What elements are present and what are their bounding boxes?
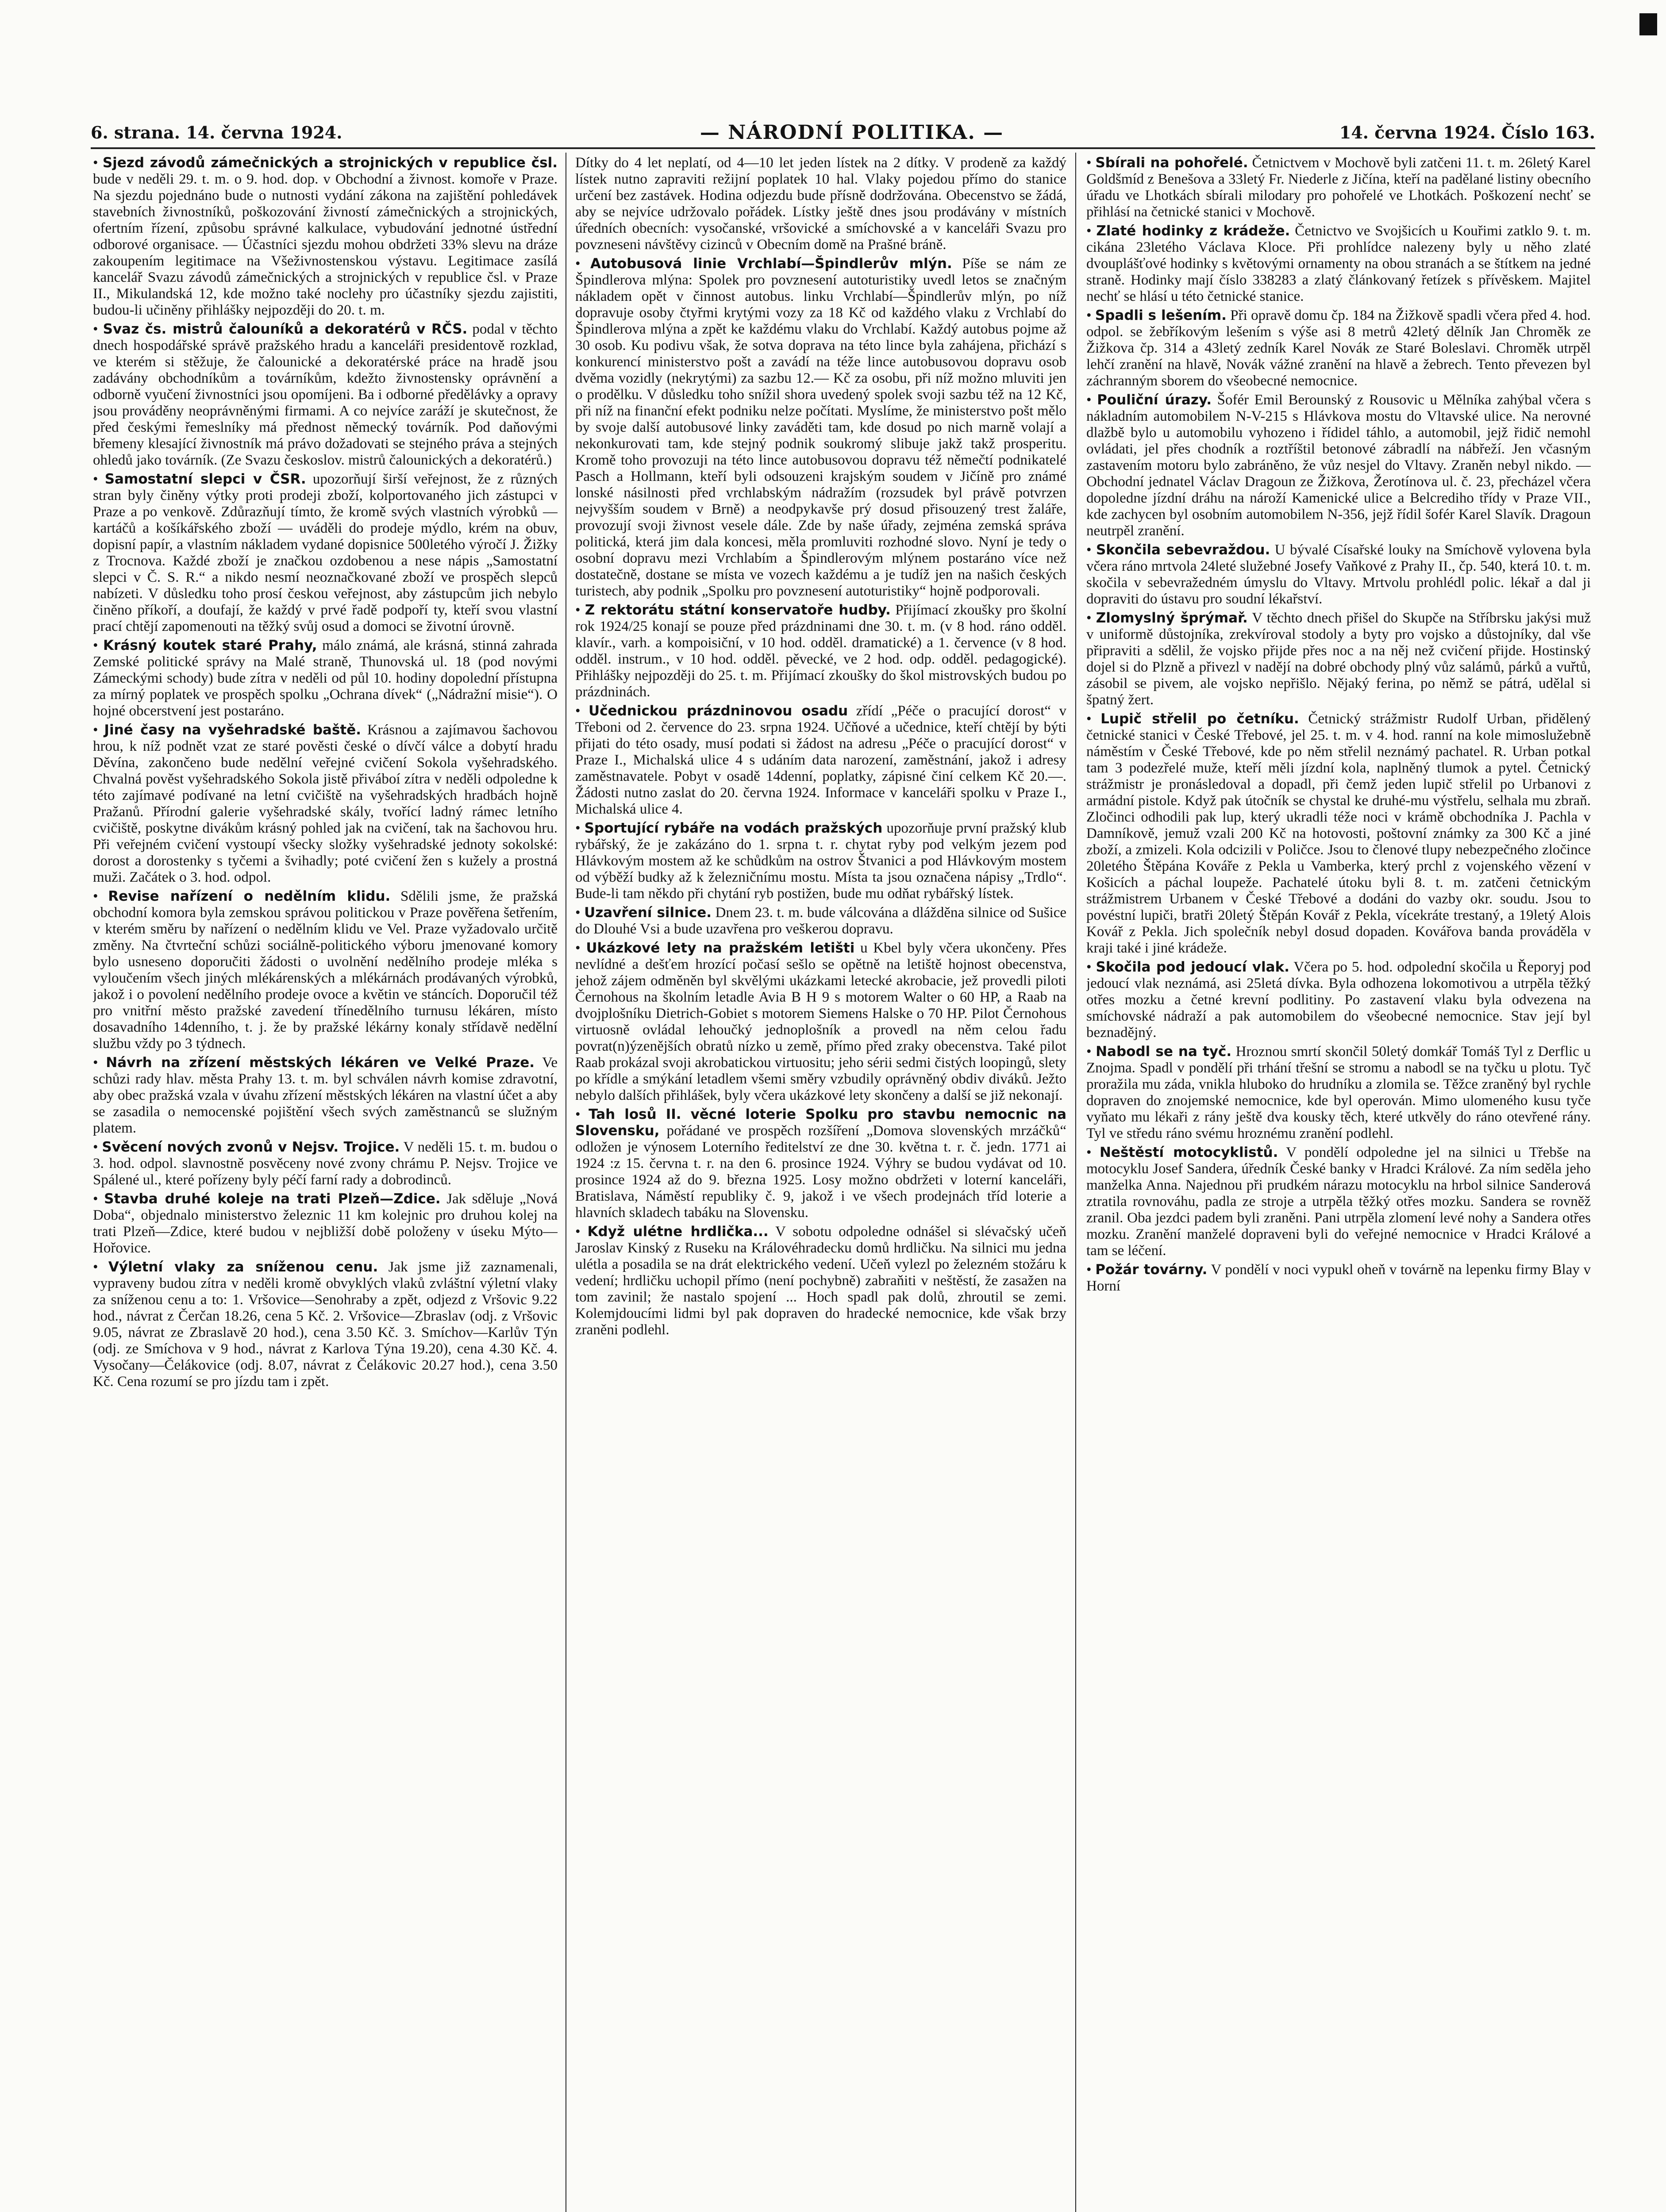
article-headline: Ukázkové lety na pražském letišti — [586, 940, 855, 956]
news-article: • Výletní vlaky za sníženou cenu. Jak jsme již zaznamenali, vypraveny budou zítra v neděli kromě obvyklých vlaků zvláštní výletní vlaky za sníženou cenu a to: 1. Vršovice—Senohraby a zpět, odjezd z Vršovic 9.22 hod., návrat z Čerčan 18.26, cena 5 Kč. 2. Vršovice—Zbraslav (odj. z Vršovic 9.05, návrat ze Zbraslavě 20 hod.), cena 3.50 Kč. 3. Smíchov—Karlův Týn (odj. ze Smíchova v 9 hod., návrat z Karlova Týna 19.20), cena 4.30 Kč. 4. Vysočany—Čelákovice (odj. 8.07, návrat z Čelákovic 20.27 hod.), cena 3.50 Kč. Cena rozumí se pro jízdu tam i zpět. — [93, 1259, 558, 1390]
article-body: u Kbel byly včera ukončeny. Přes nevlídné a dešťem hrozící počasí sešlo se opětně na letiště hojnost obecenstva, jehož zájem odměněn byl skvělými ukázkami letecké akrobacie, jež provedli piloti Černohous na školním letadle Avia B H 9 s motorem Walter o 60 HP, a Raab na dvojplošníku Dietrich-Gobiet s motorem Siemens Halske o 70 HP. Pilot Černohous virtuosně ovládal lehoučký jednoplošník a provedl na něm celou řadu povrat(n)ýzenějších obratů nízko u země, přímo před zraky obecenstva. Také pilot Raab prokázal svoji akrobatickou virtuositu; jeho sérii sedmi čistých loopingů, slety po křídle a smýkání letadlem všemi směry vzbudily oprávněný obdiv diváků. Ježto nebylo dalších přihlášek, byly včera ukázkové lety skončeny a další se již nekonají. — [575, 940, 1066, 1103]
news-article: • Jiné časy na vyšehradské baště. Krásnou a zajímavou šachovou hrou, k níž podnět vzat ze staré pověsti české o dívčí válce a dobytí hradu Děvína, zakončeno bude nedělní veřejné cvičení Sokola vyšehradského. Chvalná pověst vyšehradského Sokola jistě přiváboí zítra v neděli odpoledne k této zajímavé podívané na letní cvičiště na vyšehradských hradbách hojně Pražanů. Přírodní galerie vyšehradské skály, tvořící ladný rámec letního cvičiště, poskytne divákům krásný pohled jak na cvičení, tak na šachovou hru. Při veřejném cvičení vystoupí všecky složky vyšehradské jednoty sokolské: dorost a dorostenky s tyčemi a švihadly; poté cvičení žen s kužely a prostná muži. Začátek o 3. hod. odpol. — [93, 722, 558, 885]
article-headline: Stavba druhé koleje na trati Plzeň—Zdice. — [104, 1191, 441, 1207]
news-article: • Sbírali na pohořelé. Četnictvem v Mochově byli zatčeni 11. t. m. 26letý Karel Goldšmíd z Benešova a 33letý Fr. Niederle z Jičína, kteří na padělané listiny obecního úřadu ve Lhotkách sbírali milodary pro pohořelé ve Lhotkách. Poškození nechť se přihlásí na četnické stanici v Mochově. — [1086, 155, 1591, 220]
article-body: V pondělí odpoledne jel na silnici u Třebše na motocyklu Josef Sanderа, úředník České banky v Hradci Králové. Za ním seděla jeho manželka Anna. Najednou při prudkém nárazu motocyklu na hrbol silnice Sanderová ztratila rovnováhu, padla ze stroje a utrpěla těžký otřes mozku. Sandera se rovněž zranil. Oba jezdci padem byli zraněni. Pani utrpěla zlomení levé nohy a Sandera otřes mozku. Zranění manželé dopraveni byli do veřejné nemocnice v Hradci Králové a tam se léčení. — [1086, 1144, 1591, 1259]
news-article: • Pouliční úrazy. Šofér Emil Berounský z Rousovic u Mělníka zahýbal včera s nákladním automobilem N-V-215 s Hlávkova mostu do Vltavské ulice. Na nerovné dlažbě bylo u automobilu vyhozeno i řídidel táhlo, a automobil, jejž řidič nemohl ovládati, jel přes chodník a roztříštil betonové zábradlí na nábřeží. Jen včasným zastavením motoru bylo zabráněno, že vůz nesjel do Vltavy. Zraněn nebyl nikdo. — Obchodní jednatel Václav Dragoun ze Žižkova, Žerotínova ul. č. 23, přecházel včera dopoledne jízdní dráhu na nároží Kamenické ulice a Belcrediho třídy v Praze VII., kde zachycen byl osobním automobilem N-356, jejž řídil šofér Karel Slavík. Dragoun neutrpěl zranění. — [1086, 392, 1591, 539]
article-headline: Zlaté hodinky z krádeže. — [1096, 223, 1290, 239]
article-body: Ve schůzi rady hlav. města Prahy 13. t. m. byl schválen návrh komise zdravotní, aby obec pražská vzala v úvahu zřízení městských lékáren na vlastní účet a aby se zasadila o nemocenské pojištění všech svých zaměstnanců se služným platem. — [93, 1055, 558, 1136]
article-body: Četnický strážmistr Rudolf Urban, přidělený četnické stanici v České Třebové, jel 25. t. m. v 4. hod. ranní na kole mimoslužebně náměstím v České Třebové, kde po něm střelil neznámý pachatel. R. Urban potkal tam 3 podezřelé muže, kteří měli jízdní kola, naplněný tlumok a pytel. Četnický strážmistr je pronásledoval a dopadl, při čemž jeden lupič střelil po Urbanovi z armádní pistole. Když pak útočník se chystal ke druhé-mu výstřelu, selhala mu zbraň. Zločinci odhodili pak lup, který ukradli téže noci v krámě obchodníka J. Pachla v Damníkově, jemuž vzali 200 Kč na hotovosti, poštovní známky za 300 Kč a jiné zboží, a zmizeli. Kola odcizili v Poličce. Jsou to členové tlupy nebezpečného zločince 20letého Štěpána Kováře z Pekla u Vamberka, který prchl z vojenského vězení v Košicích a páchal loupeže. Pachatelé útoku byli 8. t. m. zatčeni četnickým strážmistrem Urbanem v České Třebové a dodáni do vazby okr. soudu. Jsou to povéstní lupiči, bratři 20letý Štěpán Kovář z Pekla, vícekráte trestaný, a 19letý Alois Kovář z Pekla. Jich společník nebyl dosud dopaden. Kovářova banda prováděla v kraji také i jiné krádeže. — [1086, 711, 1591, 956]
masthead-title: — NÁRODNÍ POLITIKA. — — [700, 121, 1004, 144]
article-headline: Svěcení nových zvonů v Nejsv. Trojice. — [102, 1139, 400, 1155]
article-body: upozorňuje první pražský klub rybářský, že je zakázáno do 1. srpna t. r. chytat ryby pod velkým jezem pod Hlávkovým mostem až ke schůdkům na ostrov Štvanici a pod Hlávkovým mostem od výběží budky až k železničnímu mostu. Místa ta jsou označena nápisy „Trdlo“. Bude-li tam někdo při chytání ryb postižen, bude mu odňat rybářský lístek. — [575, 820, 1066, 902]
column-1 — [93, 155, 558, 2212]
scan-corner-mark — [1639, 13, 1657, 35]
article-body: V neděli 15. t. m. budou o 3. hod. odpol. slavnostně posvěceny nové zvony chrámu P. Nejsv. Trojice ve Spálené ul., které pořízeny byly péčí farní rady a dobrodinců. — [93, 1139, 558, 1188]
article-body: V pondělí v noci vypukl oheň v továrně na lepenku firmy Blay v Horní — [1086, 1262, 1591, 1294]
news-article: • Nabodl se na tyč. Hroznou smrtí skončil 50letý domkář Tomáš Tyl z Derflic u Znojma. Spadl v pondělí při trhání třešní se stromu a nabodl se na tyčku u plotu. Tyč proražila mu záda, vnikla hluboko do hrudníku a zlomila se. Těžce zraněný byl rychle dopraven do znojemské nemocnice, kde byl operován. Mimo ulomeného kusu tyče vyňato mu lékaři z rány ještě dva kousky těch, které utkvěly do ráno otevřené rány. Tyl ve středu ráno svému hroznému zranění podlehl. — [1086, 1044, 1591, 1141]
article-body: Včera po 5. hod. odpolední skočila u Řeporyj pod jedoucí vlak neznámá, asi 25letá dívka. Byla odhozena lokomotivou a utrpěla těžký otřes mozku a četné krevní podlitiny. Po zastavení vlaku byla odvezena na smíchovské nádraží a pak automobilem do všeobecné nemocnice. Stav její byl beznadějný. — [1086, 959, 1591, 1041]
article-body: V sobotu odpoledne odnášel si slévačský učeň Jaroslav Kinský z Ruseku na Královéhradecku domů hrdličku. Na silnici mu jedna ulétla a posadila se na drát elektrického vedení. Učeň vylezl po železném stožáru k vedení; hrdličku uchopil přímo (není pochybně) zabraňiti v neštěstí, že zasažen na tom zavinil; že nastalo spojení ... Hoch spadl pak dolů, zhroutil se zemi. Kolemjdoucími lidmi byl pak dopraven do hradecké nemocnice, kde však brzy zraněni podlehl. — [575, 1224, 1066, 1338]
article-headline: Revise nařízení o nedělním klidu. — [108, 888, 391, 904]
article-headline: Sjezd závodů zámečnických a strojnických v republice čsl. — [102, 155, 558, 171]
article-body: Hroznou smrtí skončil 50letý domkář Tomáš Tyl z Derflic u Znojma. Spadl v pondělí při trhání třešní se stromu a nabodl se na tyčku u plotu. Tyč proražila mu záda, vnikla hluboko do hrudníku a zlomila se. Těžce zraněný byl rychle dopraven do znojemské nemocnice, kde byl operován. Mimo ulomeného kusu tyče vyňato mu lékaři z rány ještě dva kousky těch, které utkvěly do ráno otevřené rány. Tyl ve středu ráno svému hroznému zranění podlehl. — [1086, 1044, 1591, 1141]
article-body: V těchto dnech přišel do Skupče na Stříbrsku jakýsi muž v uniformě důstojníka, zrekvíroval stodoly a byty pro vojsko a důstojníky, dal vše připraviti a sdělil, že vojsko přijde přes noc a na něj než cvičení přijde. Hostinský dojel si do Plzně a přivezl v nadějí na dobré obchody plný vůz salámů, párků a vuřtů, zásobil se pivem, ale vojsko nepřišlo. Nějaký ferina, po němž se pátrá, udělal si špatný žert. — [1086, 610, 1591, 708]
article-body: málo známá, ale krásná, stinná zahrada Zemské politické správy na Malé straně, Thunovská ul. 18 (pod novými Zámeckými schody) bude zítra v neděli od půl 10. hodiny dopolední přístupna za mírný poplatek ve prospěch spolku „Ochrana dívek“ („Nádražní misie“). O hojné obcerstvení jest postaráno. — [93, 637, 558, 719]
page-header — [91, 119, 1595, 146]
news-article: • Uzavření silnice. Dnem 23. t. m. bude válcována a dlážděna silnice od Sušice do Dlouhé Vsi a bude uzavřena pro veškerou dopravu. — [575, 905, 1066, 937]
article-body: zřídí „Péče o pracující dorost“ v Třeboni od 2. července do 23. srpna 1924. Učňové a učednice, kteří chtějí by býti přijati do této osady, musí podati si žádost na adresu „Péče o pracující dorost“ v Praze I., Michalská ulice 4 s udáním data narození, zaměstnání, jakož i adresy zaměstnavatele. Pobyt v osadě 14denní, poplatky, zápisné činí celkem Kč 20.—. Žádosti nutno zaslat do 20. června 1924. Informace v kanceláři spolku v Praze I., Michalská ulice 4. — [575, 703, 1066, 817]
article-headline: Zlomyslný šprýmař. — [1096, 610, 1248, 626]
article-headline: Lupič střelil po četníku. — [1100, 711, 1299, 727]
article-body: Jak sděluje „Nová Doba“, objednalo ministerstvo železnic 11 km kolejnic pro druhou kolej na trati Plzeň—Zdice, které budou v nejbližší době položeny v úseku Mýto—Hořovice. — [93, 1191, 558, 1256]
article-body: U bývalé Císařské louky na Smíchově vylovena byla včera ráno mrtvola 24leté služebné Josefy Vaňkové z Prahy II., čp. 540, která 10. t. m. skočila v sebevražedném úmyslu do Vltavy. Mrtvolu prohlédl polic. lékař a dal ji dopraviti do ústavu pro soudní lékařství. — [1086, 542, 1591, 607]
news-article: • Autobusová linie Vrchlabí—Špindlerův mlýn. Píše se nám ze Špindlerova mlýna: Spolek pro povznesení autoturistiky uvedl letos se značným nákladem opět v činnost autobus. linku Vrchlabí—Špindlerův mlýn, po níž dopravuje osoby čtyřmi krytými vozy za 18 Kč od každého vlaku z Vrchlabí do Špindlerova mlýna a zpět ke každému vlaku do Vrchlabí. Každý autobus pojme až 30 osob. Ku podivu však, že sotva doprava na této lince byla zahájena, přichází s konkurencí ministerstvo pošt a zavádí na téže lince autobusovou dopravu osob dvěma vozidly (nekrytými) za sazbu 12.— Kč za osobu, při níž možno mluviti jen o prodělku. V důsledku toho snížil shora uvedený spolek svoji sazbu též na 12 Kč, při níž na finanční efekt podniku nelze počítati. Myslíme, že ministerstvo pošt mělo by svoje další autobusové linky zaváděti tam, kde dosud po nich marně volají a nekonkurovati tam, kde stejný podnik soukromý slibuje jakž takž prosperitu. Kromě toho provozuji na této lince autobusovou dopravu též němečtí podnikatelé Pasch a Hollmann, kteří byli odsouzeni krajským soudem v Jičíně pro známé lonské násilnosti před vrchlabským nádražím (rozsudek byl právě potvrzen nejvyšším soudem v Brně) a neodpykavše prý dosud přisouzený trest žaláře, provozují svoji živnost vesele dále. Zde by naše úřady, zejména zemská správa politická, která jim dala koncesi, měla promluviti rozhodné slovo. Nyní je tedy o osobní dopravu mezi Vrchlabím a Špindlerovým mlýnem postaráno více než dostatečně, dostane se místa ve vozech každému a je tudíž jen na našich českých turistech, aby podnik „Spolku pro povznesení autoturistiky“ hojně podporovali. — [575, 256, 1066, 599]
article-headline: Když ulétne hrdlička... — [587, 1224, 769, 1240]
article-body: Přijímací zkoušky pro školní rok 1924/25 konají se pouze před prázdninami dne 30. t. m. (v 8 hod. ráno odděl. klavír., varh. a kompoisiční, v 10 hod. odděl. dramatické) a 1. července (v 8 hod. odděl. instrum., v 10 hod. odděl. pěvecké, ve 2 hod. odp. odděl. pedagogické). Přihlášky nejpozději do 25. t. m. Přijímací zkoušky do škol mistrovských budou po prázdninách. — [575, 602, 1066, 700]
news-article: • Zlaté hodinky z krádeže. Četnictvo ve Svojšicích u Kouřimi zatklo 9. t. m. cikána 23letého Václava Kloce. Při prohlídce nalezeny byly u něho zlaté dvouplášťové hodinky s květovými ornamenty na obou stranách a se štítkem na jedné straně. Hodinky mají číslo 338283 a zlatý článkovaný řetízek s přívěskem. Majitel nechť se hlásí u této četnické stanice. — [1086, 223, 1591, 304]
news-article: • Lupič střelil po četníku. Četnický strážmistr Rudolf Urban, přidělený četnické stanici v České Třebové, jel 25. t. m. v 4. hod. ranní na kole mimoslužebně náměstím v České Třebové, kde po něm střelil neznámý pachatel. R. Urban potkal tam 3 podezřelé muže, kteří měli jízdní kola, naplněný tlumok a pytel. Četnický strážmistr je pronásledoval a dopadl, při čemž jeden lupič střelil po Urbanovi z armádní pistole. Když pak útočník se chystal ke druhé-mu výstřelu, selhala mu zbraň. Zločinci odhodili pak lup, který ukradli téže noci v krámě obchodníka J. Pachla v Damníkově, jemuž vzali 200 Kč na hotovosti, poštovní známky za 300 Kč a jiné zboží, a zmizeli. Kola odcizili v Poličce. Jsou to členové tlupy nebezpečného zločince 20letého Štěpána Kováře z Pekla u Vamberka, který prchl z vojenského vězení v Košicích a páchal loupeže. Pachatelé útoku byli 8. t. m. zatčeni četnickým strážmistrem Urbanem v České Třebové a dodáni do vazby okr. soudu. Jsou to povéstní lupiči, bratři 20letý Štěpán Kovář z Pekla, vícekráte trestaný, a 19letý Alois Kovář z Pekla. Jich společník nebyl dosud dopaden. Kovářova banda prováděla v kraji také i jiné krádeže. — [1086, 711, 1591, 956]
news-article: • Svaz čs. mistrů čalouníků a dekoratérů v RČS. podal v těchto dnech hospodářské správě pražského hradu a kanceláři presidentově rozklad, ve kterém si stěžuje, že čalounické a dekoratérské práce na hradě jsou zadávány obchodníkům a továrníkům, kdežto živnostensky oprávnění a odborně vyučení živnostníci jsou opomíjeni. Ba i odborné předělávky a opravy jsou prováděny neoprávněnými firmami. A co nejvíce zaráží je skutečnost, že před českými řemeslníky má přednost německý továrník. Pod daňovými břemeny klesající živnostník má právo dožadovati se stejného práva a stejných ohledů jako továrník. (Ze Svazu českoslov. mistrů čalounických a dekoratérů.) — [93, 321, 558, 468]
article-body: Četnictvo ve Svojšicích u Kouřimi zatklo 9. t. m. cikána 23letého Václava Kloce. Při prohlídce nalezeny byly u něho zlaté dvouplášťové hodinky s květovými ornamenty na obou stranách a se štítkem na jedné straně. Hodinky mají číslo 338283 a zlatý článkovaný řetízek s přívěskem. Majitel nechť se hlásí u této četnické stanice. — [1086, 223, 1591, 304]
news-article — [575, 155, 1066, 253]
news-article: • Revise nařízení o nedělním klidu. Sdělili jsme, že pražská obchodní komora byla zemskou správou politickou v Praze pověřena šetřením, v kterém směru by nařízení o nedělním klidu ve Vel. Praze vyžadovalo určitě změny. Na čtvrteční schůzi sociálně-politického výboru jmenované komory bylo usneseno doporučiti žádosti o uvolnění nedělního prodeje mléka s vyloučením všech jiných mlékárenských a mlékárnách prodávaných výrobků, jakož i o povolení nedělního prodeje ovoce a květin ve stáncích. Doporučil též pro vnitřní město pražské zavedení třínedělního turnusu lékáren, místo dosavadního 14denního, t. j. že by pražské lékárny konaly střídavě nedělní službu vždy po 3 týdnech. — [93, 888, 558, 1052]
news-article: • Když ulétne hrdlička... V sobotu odpoledne odnášel si slévačský učeň Jaroslav Kinský z Ruseku na Královéhradecku domů hrdličku. Na silnici mu jedna ulétla a posadila se na drát elektrického vedení. Učeň vylezl po železném stožáru k vedení; hrdličku uchopil přímo (není pochybně) zabraňiti v neštěstí, že zasažen na tom zavinil; že nastalo spojení ... Hoch spadl pak dolů, zhroutil se zemi. Kolemjdoucími lidmi byl pak dopraven do hradecké nemocnice, kde však brzy zraněni podlehl. — [575, 1224, 1066, 1338]
column-2 — [575, 155, 1066, 2212]
article-headline: Návrh na zřízení městských lékáren ve Velké Praze. — [106, 1055, 535, 1071]
article-headline: Autobusová linie Vrchlabí—Špindlerův mlýn. — [590, 256, 952, 272]
article-headline: Skončila sebevraždou. — [1096, 542, 1270, 558]
news-article: • Svěcení nových zvonů v Nejsv. Trojice. V neděli 15. t. m. budou o 3. hod. odpol. slavnostně posvěceny nové zvony chrámu P. Nejsv. Trojice ve Spálené ul., které pořízeny byly péčí farní rady a dobrodinců. — [93, 1139, 558, 1188]
article-headline: Pouliční úrazy. — [1097, 392, 1212, 408]
article-headline: Nabodl se na tyč. — [1096, 1044, 1232, 1060]
article-headline: Neštěstí motocyklistů. — [1099, 1144, 1278, 1160]
article-body: Šofér Emil Berounský z Rousovic u Mělníka zahýbal včera s nákladním automobilem N-V-215 s Hlávkova mostu do Vltavské ulice. Na nerovné dlažbě bylo u automobilu vyhozeno i řídidel táhlo, a automobil, jejž řidič nemohl ovládati, jel přes chodník a roztříštil betonové zábradlí na nábřeží. Jen včasným zastavením motoru bylo zabráněno, že vůz nesjel do Vltavy. Zraněn nebyl nikdo. — Obchodní jednatel Václav Dragoun ze Žižkova, Žerotínova ul. č. 23, přecházel včera dopoledne jízdní dráhu na nároží Kamenické ulice a Belcrediho třídy v Praze VII., kde zachycen byl osobním automobilem N-356, jejž řídil šofér Karel Slavík. Dragoun neutrpěl zranění. — [1086, 392, 1591, 539]
header-left-date: 6. strana. 14. června 1924. — [91, 123, 342, 142]
article-body: Krásnou a zajímavou šachovou hrou, k níž podnět vzat ze staré pověsti české o dívčí válce a dobytí hradu Děvína, zakončeno bude nedělní veřejné cvičení Sokola vyšehradského. Chvalná pověst vyšehradského Sokola jistě přiváboí zítra v neděli odpoledne k této zajímavé podívané na letní cvičiště na vyšehradských hradbách hojně Pražanů. Přírodní galerie vyšehradské skály, tvořící ladný rámec letního cvičiště, poskytne divákům krásný pohled jak na cvičení, tak na šachovou hru. Při veřejném cvičení vystoupí všecky složky vyšehradské jednoty sokolské: dorost a dorostenky s tyčemi a švihadly; poté cvičení žen s kužely a prostná muži. Začátek o 3. hod. odpol. — [93, 722, 558, 885]
article-headline: Tah losů II. věcné loterie Spolku pro stavbu nemocnic na Slovensku, — [575, 1106, 1066, 1139]
article-body: Četnictvem v Mochově byli zatčeni 11. t. m. 26letý Karel Goldšmíd z Benešova a 33letý Fr. Niederle z Jičína, kteří na padělané listiny obecního úřadu ve Lhotkách sbírali milodary pro pohořelé ve Lhotkách. Poškození nechť se přihlásí na četnické stanici v Mochově. — [1086, 155, 1591, 220]
news-article: • Zlomyslný šprýmař. V těchto dnech přišel do Skupče na Stříbrsku jakýsi muž v uniformě důstojníka, zrekvíroval stodoly a byty pro vojsko a důstojníky, dal vše připraviti a sdělil, že vojsko přijde přes noc a na něj než cvičení přijde. Hostinský dojel si do Plzně a přivezl v nadějí na dobré obchody plný vůz salámů, párků a vuřtů, zásobil se pivem, ale vojsko nepřišlo. Nějaký ferina, po němž se pátrá, udělal si špatný žert. — [1086, 610, 1591, 708]
article-body: Při opravě domu čp. 184 na Žižkově spadli včera před 4. hod. odpol. se žebříkovým lešením s výše asi 8 metrů 42letý dělník Jan Chroměk ze Žižkova čp. 314 a 43letý zedník Karel Novák ze Staré Boleslavi. Chroměk utrpěl lehčí zranění na hlavě, Novák vážné zranění na hlavě a žebrech. Tento převezen byl záchranným sborem do všeobecné nemocnice. — [1086, 307, 1591, 389]
article-body: Píše se nám ze Špindlerova mlýna: Spolek pro povznesení autoturistiky uvedl letos se značným nákladem opět v činnost autobus. linku Vrchlabí—Špindlerův mlýn, po níž dopravuje osoby čtyřmi krytými vozy za 18 Kč od každého vlaku z Vrchlabí do Špindlerova mlýna a zpět ke každému vlaku do Vrchlabí. Každý autobus pojme až 30 osob. Ku podivu však, že sotva doprava na této lince byla zahájena, přichází s konkurencí ministerstvo pošt a zavádí na téže lince autobusovou dopravu osob dvěma vozidly (nekrytými) za sazbu 12.— Kč za osobu, při níž možno mluviti jen o prodělku. V důsledku toho snížil shora uvedený spolek svoji sazbu též na 12 Kč, při níž na finanční efekt podniku nelze počítati. Myslíme, že ministerstvo pošt mělo by svoje další autobusové linky zaváděti tam, kde dosud po nich marně volají a nekonkurovati tam, kde stejný podnik soukromý slibuje jakž takž prosperitu. Kromě toho provozuji na této lince autobusovou dopravu též němečtí podnikatelé Pasch a Hollmann, kteří byli odsouzeni krajským soudem v Jičíně pro známé lonské násilnosti před vrchlabským nádražím (rozsudek byl právě potvrzen nejvyšším soudem v Brně) a neodpykavše prý dosud přisouzený trest žaláře, provozují svoji živnost vesele dále. Zde by naše úřady, zejména zemská správa politická, která jim dala koncesi, měla promluviti rozhodné slovo. Nyní je tedy o osobní dopravu mezi Vrchlabím a Špindlerovým mlýnem postaráno více než dostatečně, dostane se místa ve vozech každému a je tudíž jen na našich českých turistech, aby podnik „Spolku pro povznesení autoturistiky“ hojně podporovali. — [575, 256, 1066, 599]
column-3 — [1086, 155, 1591, 2212]
news-article: • Z rektorátu státní konservatoře hudby. Přijímací zkoušky pro školní rok 1924/25 konají se pouze před prázdninami dne 30. t. m. (v 8 hod. ráno odděl. klavír., varh. a kompoisiční, v 10 hod. odděl. dramatické) a 1. července (v 8 hod. odděl. instrum., v 10 hod. odděl. pěvecké, ve 2 hod. odp. odděl. pedagogické). Přihlášky nejpozději do 25. t. m. Přijímací zkoušky do škol mistrovských budou po prázdninách. — [575, 602, 1066, 700]
article-headline: Z rektorátu státní konservatoře hudby. — [585, 602, 891, 618]
article-headline: Jiné časy na vyšehradské baště. — [104, 722, 362, 738]
news-article: • Učednickou prázdninovou osadu zřídí „Péče o pracující dorost“ v Třeboni od 2. července do 23. srpna 1924. Učňové a učednice, kteří chtějí by býti přijati do této osady, musí podati si žádost na adresu „Péče o pracující dorost“ v Praze I., Michalská ulice 4 s udáním data narození, zaměstnání, jakož i adresy zaměstnavatele. Pobyt v osadě 14denní, poplatky, zápisné činí celkem Kč 20.—. Žádosti nutno zaslat do 20. června 1924. Informace v kanceláři spolku v Praze I., Michalská ulice 4. — [575, 703, 1066, 817]
article-body: bude v neděli 29. t. m. o 9. hod. dop. v Obchodní a živnost. komoře v Praze. Na sjezdu pojednáno bude o nutnosti vydání zákona na zajištění pohledávek stavebních živnostníků, poškozování živností zámečnických a strojnických, ofertním řízení, způsobu správné kalkulace, vybudování jednotné ústřední odborové organisace. — Účastníci sjezdu mohou obdržeti 33% slevu na dráze zakoupením legitimace na Všeživnostenskou výstavu. Legitimace zasílá kancelář Svazu závodů zámečnických a strojnických v republice čsl. v Praze II., Mikulandská 12, kde možno také noclehy pro účastníky sjezdu zajistiti, budou-li učiněny přihlášky nejpozději do 20. t. m. — [93, 171, 558, 318]
article-body: Jak jsme již zaznamenali, vypraveny budou zítra v neděli kromě obvyklých vlaků zvláštní výletní vlaky za sníženou cenu a to: 1. Vršovice—Senohraby a zpět, odjezd z Vršovic 9.22 hod., návrat z Čerčan 18.26, cena 5 Kč. 2. Vršovice—Zbraslav (odj. z Vršovic 9.05, návrat ze Zbraslavě 20 hod.), cena 3.50 Kč. 3. Smíchov—Karlův Týn (odj. ze Smíchova v 9 hod., návrat z Karlova Týna 19.20), cena 4.30 Kč. 4. Vysočany—Čelákovice (odj. 8.07, návrat z Čelákovic 20.27 hod.), cena 3.50 Kč. Cena rozumí se pro jízdu tam i zpět. — [93, 1259, 558, 1390]
article-headline: Svaz čs. mistrů čalouníků a dekoratérů v RČS. — [103, 321, 468, 337]
article-headline: Učednickou prázdninovou osadu — [589, 703, 848, 719]
article-headline: Skočila pod jedoucí vlak. — [1096, 959, 1289, 975]
news-article: • Sportující rybáře na vodách pražských upozorňuje první pražský klub rybářský, že je zakázáno do 1. srpna t. r. chytat ryby pod velkým jezem pod Hlávkovým mostem až ke schůdkům na ostrov Štvanici a pod Hlávkovým mostem od výběží budky až k železničnímu mostu. Místa ta jsou označena nápisy „Trdlo“. Bude-li tam někdo při chytání ryb postižen, bude mu odňat rybářský lístek. — [575, 820, 1066, 902]
article-headline: Krásný koutek staré Prahy, — [103, 637, 317, 653]
article-headline: Uzavření silnice. — [584, 905, 712, 921]
header-right-issue: 14. června 1924. Číslo 163. — [1339, 123, 1595, 142]
news-article: • Sjezd závodů zámečnických a strojnických v republice čsl. bude v neděli 29. t. m. o 9. hod. dop. v Obchodní a živnost. komoře v Praze. Na sjezdu pojednáno bude o nutnosti vydání zákona na zajištění pohledávek stavebních živnostníků, poškozování živností zámečnických a strojnických, ofertním řízení, způsobu správné kalkulace, vybudování jednotné ústřední odborové organisace. — Účastníci sjezdu mohou obdržeti 33% slevu na dráze zakoupením legitimace na Všeživnostenskou výstavu. Legitimace zasílá kancelář Svazu závodů zámečnických a strojnických v republice čsl. v Praze II., Mikulandská 12, kde možno také noclehy pro účastníky sjezdu zajistiti, budou-li učiněny přihlášky nejpozději do 20. t. m. — [93, 155, 558, 318]
article-body: Dnem 23. t. m. bude válcována a dlážděna silnice od Sušice do Dlouhé Vsi a bude uzavřena pro veškerou dopravu. — [575, 905, 1066, 937]
article-headline: Požár továrny. — [1095, 1262, 1208, 1278]
article-headline: Spadli s lešením. — [1095, 307, 1227, 323]
news-article: • Stavba druhé koleje na trati Plzeň—Zdice. Jak sděluje „Nová Doba“, objednalo ministerstvo železnic 11 km kolejnic pro druhou kolej na trati Plzeň—Zdice, které budou v nejbližší době položeny v úseku Mýto—Hořovice. — [93, 1191, 558, 1256]
news-article: • Návrh na zřízení městských lékáren ve Velké Praze. Ve schůzi rady hlav. města Prahy 13. t. m. byl schválen návrh komise zdravotní, aby obec pražská vzala v úvahu zřízení městských lékáren na vlastní účet a aby se zasadila o nemocenské pojištění všech svých zaměstnanců se služným platem. — [93, 1055, 558, 1136]
news-article: • Skončila sebevraždou. U bývalé Císařské louky na Smíchově vylovena byla včera ráno mrtvola 24leté služebné Josefy Vaňkové z Prahy II., čp. 540, která 10. t. m. skočila v sebevražedném úmyslu do Vltavy. Mrtvolu prohlédl polic. lékař a dal ji dopraviti do ústavu pro soudní lékařství. — [1086, 542, 1591, 607]
article-body: pořádané ve prospěch rozšíření „Domova slovenských mrzáčků“ odložen je výnosem Loterního ředitelství ze dne 30. května t. r. č. jedn. 1771 ai 1924 :z 15. června t. r. na den 6. prosince 1924. Výhry se budou vydávat od 10. prosince 1924 až do 9. března 1925. Losy možno obdržeti v loterní kanceláři, Bratislava, Náměstí republiky č. 9, jakož i ve všech prodejnách tříd loterie a hlavních skladech tabáku na Slovensku. — [575, 1123, 1066, 1221]
article-body: Dítky do 4 let neplatí, od 4—10 let jeden lístek na 2 dítky. V prodeně za každý lístek nutno zapraviti režijní poplatek 10 hal. Vlaky pojedou přímo do stanice určení bez zastávek. Hodina odjezdu bude přísně dodržována. Obecenstvo se žádá, aby se nejvíce udržovalo pořádek. Lístky ještě dnes jsou prodávány v místních úředních obecních: vysočanské, vršovické a smíchovské a v kanceláři Svazu pro povzneseni návštěvy cizinců v Obecním domě na Prašné bráně. — [575, 155, 1066, 253]
news-article: • Skočila pod jedoucí vlak. Včera po 5. hod. odpolední skočila u Řeporyj pod jedoucí vlak neznámá, asi 25letá dívka. Byla odhozena lokomotivou a utrpěla těžký otřes mozku a četné krevní podlitiny. Po zastavení vlaku byla odvezena na smíchovské nádraží a pak automobilem do všeobecné nemocnice. Stav její byl beznadějný. — [1086, 959, 1591, 1041]
article-headline: Samostatní slepci v ČSR. — [104, 471, 306, 487]
article-headline: Sportující rybáře na vodách pražských — [584, 820, 883, 836]
article-body: podal v těchto dnech hospodářské správě pražského hradu a kanceláři presidentově rozklad, ve kterém si stěžuje, že čalounické a dekoratérské práce na hradě jsou zadávány obchodníkům a továrníkům, kdežto živnostensky oprávnění a odborně vyučení živnostníci jsou opomíjeni. Ba i odborné předělávky a opravy jsou prováděny neoprávněnými firmami. A co nejvíce zaráží je skutečnost, že před českými řemeslníky má přednost německý továrník. Pod daňovými břemeny klesající živnostník má právo dožadovati se stejného práva a stejných ohledů jako továrník. (Ze Svazu českoslov. mistrů čalounických a dekoratérů.) — [93, 321, 558, 468]
column-divider-2 — [1075, 153, 1076, 2212]
news-article: • Krásný koutek staré Prahy, málo známá, ale krásná, stinná zahrada Zemské politické správy na Malé straně, Thunovská ul. 18 (pod novými Zámeckými schody) bude zítra v neděli od půl 10. hodiny dopolední přístupna za mírný poplatek ve prospěch spolku „Ochrana dívek“ („Nádražní misie“). O hojné obcerstvení jest postaráno. — [93, 637, 558, 719]
article-body: upozorňují širší veřejnost, že z různých stran byly činěny výtky proti prodeji zboží, kolportovaného jich zástupci v Praze a po venkově. Zdůrazňují tímto, že kromě svých vlastních výrobků — kartáčů a košíkářského zboží — uváděli do prodeje mýdlo, krém na obuv, dopisní papír, a vlastním nákladem vydané dopisnice 500letého výročí J. Žižky z Trocnova. Každé zboží je značkou ozdobenou a nese nápis „Samostatní slepci v Č. S. R.“ a nikdo nesmí neoznačkované zboží ve prospěch slepců nabízeti. V důsledku toho prosí českou veřejnost, aby zástupcům jich nebylo činěno příkoří, a doufají, že každý v prvé řadě podpoří ty, kteří svou vlastní prací chtějí zapomenouti na těžký svůj osud a domoci se životní úrovně. — [93, 471, 558, 634]
news-article: • Neštěstí motocyklistů. V pondělí odpoledne jel na silnici u Třebše na motocyklu Josef Sanderа, úředník České banky v Hradci Králové. Za ním seděla jeho manželka Anna. Najednou při prudkém nárazu motocyklu na hrbol silnice Sanderová ztratila rovnováhu, padla ze stroje a utrpěla těžký otřes mozku. Sandera se rovněž zranil. Oba jezdci padem byli zraněni. Pani utrpěla zlomení levé nohy a Sandera otřes mozku. Zranění manželé dopraveni byli do veřejné nemocnice v Hradci Králové a tam se léčení. — [1086, 1144, 1591, 1259]
header-rule — [91, 147, 1595, 149]
article-body: Sdělili jsme, že pražská obchodní komora byla zemskou správou politickou v Praze pověřena šetřením, v kterém směru by nařízení o nedělním klidu ve Vel. Praze vyžadovalo určitě změny. Na čtvrteční schůzi sociálně-politického výboru jmenované komory bylo usneseno doporučiti žádosti o uvolnění nedělního prodeje mléka s vyloučením všech jiných mlékárenských a mlékárnách prodávaných výrobků, jakož i o povolení nedělního prodeje ovoce a květin ve stáncích. Doporučil též pro vnitřní město pražské zavedení třínedělního turnusu lékáren, místo dosavadního 14denního, t. j. že by pražské lékárny konaly střídavě nedělní službu vždy po 3 týdnech. — [93, 888, 558, 1052]
news-article: • Samostatní slepci v ČSR. upozorňují širší veřejnost, že z různých stran byly činěny výtky proti prodeji zboží, kolportovaného jich zástupci v Praze a po venkově. Zdůrazňují tímto, že kromě svých vlastních výrobků — kartáčů a košíkářského zboží — uváděli do prodeje mýdlo, krém na obuv, dopisní papír, a vlastním nákladem vydané dopisnice 500letého výročí J. Žižky z Trocnova. Každé zboží je značkou ozdobenou a nese nápis „Samostatní slepci v Č. S. R.“ a nikdo nesmí neoznačkované zboží ve prospěch slepců nabízeti. V důsledku toho prosí českou veřejnost, aby zástupcům jich nebylo činěno příkoří, a doufají, že každý v prvé řadě podpoří ty, kteří svou vlastní prací chtějí zapomenouti na těžký svůj osud a domoci se životní úrovně. — [93, 471, 558, 634]
news-article: • Tah losů II. věcné loterie Spolku pro stavbu nemocnic na Slovensku, pořádané ve prospěch rozšíření „Domova slovenských mrzáčků“ odložen je výnosem Loterního ředitelství ze dne 30. května t. r. č. jedn. 1771 ai 1924 :z 15. června t. r. na den 6. prosince 1924. Výhry se budou vydávat od 10. prosince 1924 až do 9. března 1925. Losy možno obdržeti v loterní kanceláři, Bratislava, Náměstí republiky č. 9, jakož i ve všech prodejnách tříd loterie a hlavních skladech tabáku na Slovensku. — [575, 1106, 1066, 1221]
news-article: • Ukázkové lety na pražském letišti u Kbel byly včera ukončeny. Přes nevlídné a dešťem hrozící počasí sešlo se opětně na letiště hojnost obecenstva, jehož zájem odměněn byl skvělými ukázkami letecké akrobacie, jež provedli piloti Černohous na školním letadle Avia B H 9 s motorem Walter o 60 HP, a Raab na dvojplošníku Dietrich-Gobiet s motorem Siemens Halske o 70 HP. Pilot Černohous virtuosně ovládal lehoučký jednoplošník a provedl na něm celou řadu povrat(n)ýzenějších obratů nízko u země, přímo před zraky obecenstva. Také pilot Raab prokázal svoji akrobatickou virtuositu; jeho sérii sedmi čistých loopingů, slety po křídle a smýkání letadlem všemi směry vzbudily oprávněný obdiv diváků. Ježto nebylo dalších přihlášek, byly včera ukázkové lety skončeny a další se již nekonají. — [575, 940, 1066, 1103]
news-article: • Spadli s lešením. Při opravě domu čp. 184 na Žižkově spadli včera před 4. hod. odpol. se žebříkovým lešením s výše asi 8 metrů 42letý dělník Jan Chroměk ze Žižkova čp. 314 a 43letý zedník Karel Novák ze Staré Boleslavi. Chroměk utrpěl lehčí zranění na hlavě, Novák vážné zranění na hlavě a žebrech. Tento převezen byl záchranným sborem do všeobecné nemocnice. — [1086, 307, 1591, 389]
article-headline: Sbírali na pohořelé. — [1095, 155, 1248, 171]
article-headline: Výletní vlaky za sníženou cenu. — [108, 1259, 378, 1275]
news-article: • Požár továrny. V pondělí v noci vypukl oheň v továrně na lepenku firmy Blay v Horní — [1086, 1262, 1591, 1294]
